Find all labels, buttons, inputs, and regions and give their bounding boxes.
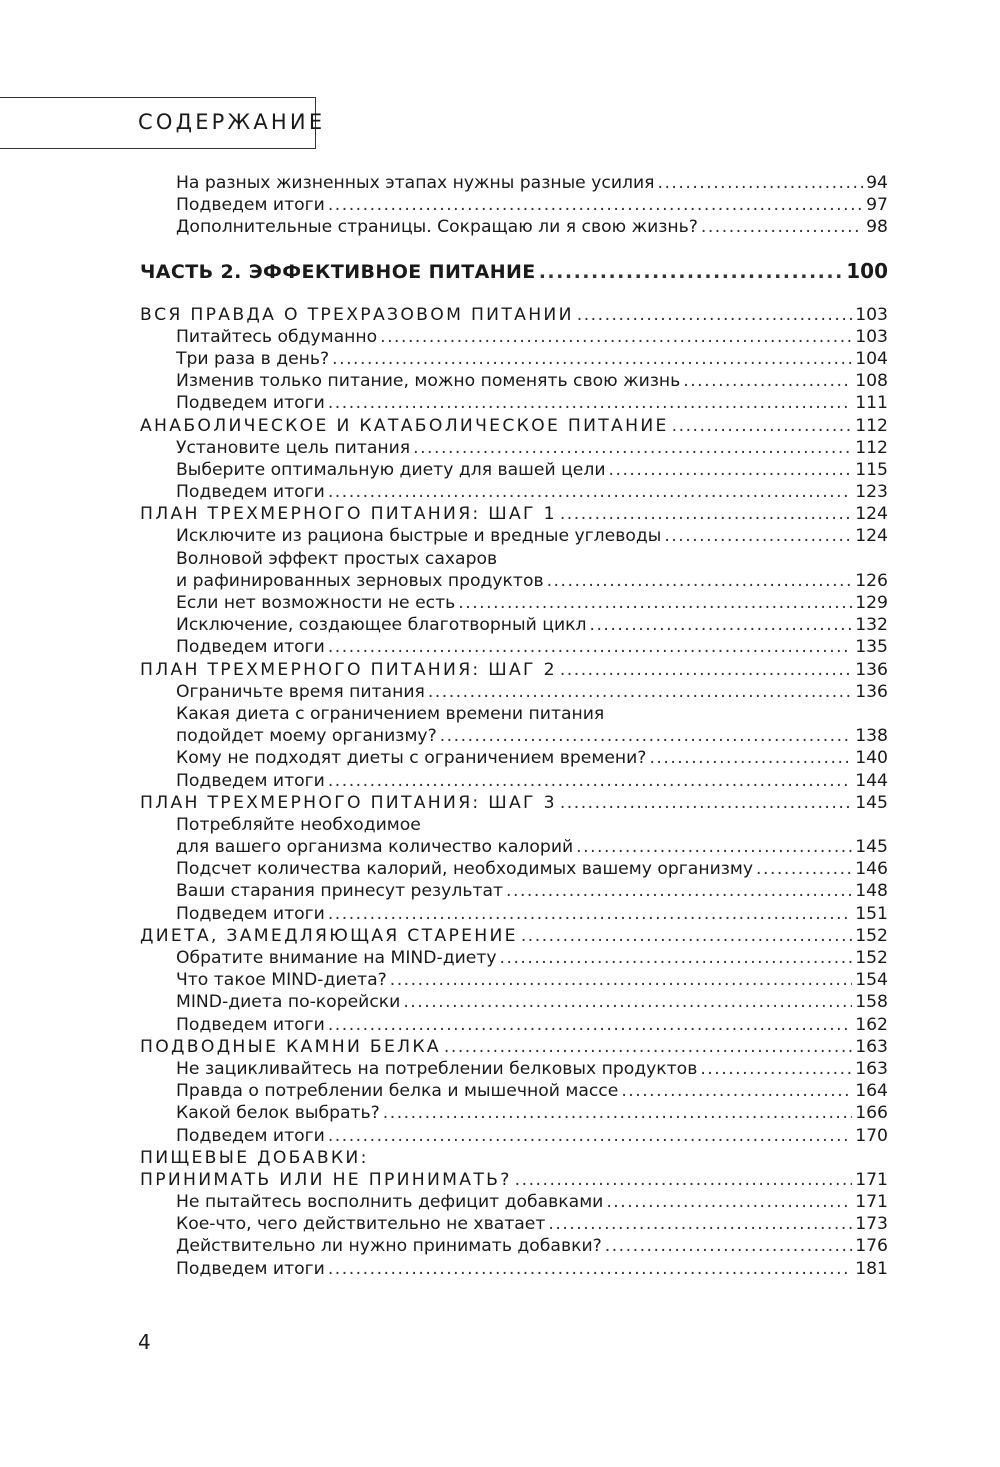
toc-entry-title: Какая диета с ограничением времени питания	[176, 703, 605, 724]
toc-entry-title: Подведем итоги	[176, 195, 325, 216]
toc-page-number: 148	[855, 881, 888, 902]
toc-section[interactable]	[140, 592, 888, 614]
dot-leader	[440, 725, 852, 747]
toc-entry-title: Подведем итоги	[176, 770, 325, 791]
toc-entry-title: ПРИНИМАТЬ ИЛИ НЕ ПРИНИМАТЬ?	[140, 1169, 512, 1190]
toc-page-number: 145	[855, 837, 888, 858]
dot-leader	[609, 459, 853, 481]
toc-chapter[interactable]	[140, 503, 888, 525]
toc-page-number: 162	[855, 1014, 888, 1035]
toc-section[interactable]	[140, 525, 888, 547]
toc-section[interactable]	[140, 1213, 888, 1235]
toc-page-number: 138	[855, 726, 888, 747]
toc-part-heading[interactable]	[140, 259, 888, 284]
toc-section[interactable]	[140, 459, 888, 481]
dot-leader	[521, 925, 852, 947]
toc-section[interactable]	[140, 747, 888, 769]
toc-section[interactable]	[140, 1258, 888, 1280]
toc-section[interactable]	[140, 216, 888, 238]
toc-page-number: 136	[855, 659, 888, 680]
toc-section[interactable]	[140, 1235, 888, 1257]
dot-leader	[403, 991, 852, 1013]
dot-leader	[500, 947, 853, 969]
toc-entry-title: ПЛАН ТРЕХМЕРНОГО ПИТАНИЯ: ШАГ 2	[140, 659, 557, 680]
toc-entry-title: ПЛАН ТРЕХМЕРНОГО ПИТАНИЯ: ШАГ 3	[140, 792, 557, 813]
toc-entry-title: Действительно ли нужно принимать добавки?	[176, 1236, 602, 1257]
toc-section[interactable]	[140, 903, 888, 925]
dot-leader	[328, 481, 852, 503]
dot-leader	[390, 969, 852, 991]
dot-leader	[756, 858, 852, 880]
toc-entry-title: Какой белок выбрать?	[176, 1103, 380, 1124]
toc-page-number: 97	[866, 195, 888, 216]
toc-entry-title: Исключение, создающее благотворный цикл	[176, 615, 587, 636]
toc-page-number: 126	[855, 570, 888, 591]
table-of-contents	[140, 172, 888, 1280]
toc-entry-title: Подведем итоги	[176, 903, 325, 924]
toc-page-number: 98	[866, 217, 888, 238]
toc-section[interactable]	[140, 681, 888, 703]
toc-page-number: 171	[855, 1192, 888, 1213]
dot-leader	[539, 260, 844, 284]
dot-leader	[515, 1169, 853, 1191]
toc-page-number: 112	[855, 415, 888, 436]
toc-page-number: 163	[855, 1036, 888, 1057]
dot-leader	[560, 792, 852, 814]
dot-leader	[328, 1258, 852, 1280]
toc-page-number: 145	[855, 792, 888, 813]
toc-entry-title: ПОДВОДНЫЕ КАМНИ БЕЛКА	[140, 1036, 441, 1057]
toc-chapter[interactable]	[140, 792, 888, 814]
toc-entry-title: ПЛАН ТРЕХМЕРНОГО ПИТАНИЯ: ШАГ 1	[140, 504, 557, 525]
dot-leader	[328, 1125, 852, 1147]
toc-section[interactable]	[140, 814, 888, 836]
toc-entry-title: Подведем итоги	[176, 1125, 325, 1146]
dot-leader	[658, 172, 864, 194]
toc-page-number: 146	[855, 859, 888, 880]
toc-entry-title: Подведем итоги	[176, 482, 325, 503]
toc-chapter[interactable]	[140, 1169, 888, 1191]
toc-section[interactable]	[140, 991, 888, 1013]
toc-page-number: 176	[855, 1236, 888, 1257]
toc-entry-title: На разных жизненных этапах нужны разные усилия	[176, 173, 655, 193]
toc-entry-title: MIND-диета по-корейски	[176, 992, 401, 1013]
dot-leader	[328, 1014, 852, 1036]
toc-entry-title: Если нет возможности не есть	[176, 593, 456, 613]
toc-entry-title: Ваши старания принесут результат	[176, 881, 504, 902]
toc-section[interactable]	[140, 172, 888, 194]
toc-chapter[interactable]	[140, 304, 888, 326]
dot-leader	[328, 770, 852, 792]
toc-page-number: 123	[855, 482, 888, 503]
toc-chapter[interactable]	[140, 925, 888, 947]
toc-entry-title: Волновой эффект простых сахаров	[176, 548, 498, 569]
dot-leader	[328, 392, 852, 414]
dot-leader	[683, 370, 852, 392]
toc-page-number: 158	[855, 992, 888, 1013]
toc-page-number: 135	[855, 637, 888, 658]
toc-section[interactable]	[140, 614, 888, 636]
dot-leader	[458, 592, 852, 614]
dot-leader	[700, 1058, 852, 1080]
toc-section[interactable]	[140, 1125, 888, 1147]
toc-entry-title: подойдет моему организму?	[176, 726, 437, 747]
toc-section[interactable]	[140, 947, 888, 969]
toc-chapter[interactable]	[140, 1147, 888, 1169]
toc-entry-title: Подсчет количества калорий, необходимых вашему организму	[176, 859, 754, 880]
toc-page-number: 124	[855, 526, 888, 547]
dot-leader	[328, 903, 852, 925]
toc-entry-title: Исключите из рациона быстрые и вредные углеводы	[176, 526, 662, 547]
toc-section[interactable]	[140, 703, 888, 725]
toc-page-number: 104	[855, 348, 888, 369]
toc-section[interactable]	[140, 548, 888, 570]
toc-entry-title: ПИЩЕВЫЕ ДОБАВКИ:	[140, 1147, 369, 1168]
toc-page-number: 181	[855, 1258, 888, 1279]
toc-page-number: 124	[855, 504, 888, 525]
toc-page-number: 163	[855, 1058, 888, 1079]
dot-leader	[560, 503, 852, 525]
toc-page-number: 112	[855, 437, 888, 458]
toc-page-number: 171	[855, 1169, 888, 1190]
toc-entry-title: Подведем итоги	[176, 393, 325, 414]
toc-entry-title: для вашего организма количество калорий	[176, 837, 574, 858]
dot-leader	[383, 1102, 852, 1124]
toc-page-number: 132	[855, 615, 888, 636]
dot-leader	[576, 836, 852, 858]
toc-page-number: 103	[855, 304, 888, 325]
toc-page-number: 164	[855, 1081, 888, 1102]
toc-section[interactable]	[140, 1102, 888, 1124]
toc-page-number: 115	[855, 459, 888, 480]
toc-entry-title: Ограничьте время питания	[176, 681, 425, 702]
toc-section[interactable]	[140, 348, 888, 370]
toc-chapter[interactable]	[140, 659, 888, 681]
toc-entry-title: Три раза в день?	[176, 348, 330, 369]
toc-chapter[interactable]	[140, 415, 888, 437]
toc-entry-title: Подведем итоги	[176, 637, 325, 658]
toc-page-number: 108	[855, 371, 888, 392]
toc-section[interactable]	[140, 880, 888, 902]
toc-entry-title: Обратите внимание на MIND-диету	[176, 948, 497, 968]
dot-leader	[428, 681, 852, 703]
toc-section[interactable]	[140, 636, 888, 658]
toc-entry-title: Кому не подходят диеты с ограничением времени?	[176, 748, 647, 769]
toc-section[interactable]	[140, 370, 888, 392]
toc-entry-title: Не зацикливайтесь на потреблении белковых продуктов	[176, 1058, 698, 1079]
dot-leader	[547, 570, 853, 592]
toc-section[interactable]	[140, 392, 888, 414]
toc-section[interactable]	[140, 1080, 888, 1102]
toc-section[interactable]	[140, 570, 888, 592]
dot-leader	[621, 1080, 852, 1102]
page-title: СОДЕРЖАНИЕ	[138, 110, 326, 134]
dot-leader	[444, 1036, 852, 1058]
toc-chapter[interactable]	[140, 1036, 888, 1058]
toc-entry-title: Что такое MIND-диета?	[176, 970, 387, 991]
toc-entry-title: и рафинированных зерновых продуктов	[176, 570, 544, 591]
toc-section[interactable]	[140, 326, 888, 348]
toc-page-number: 100	[846, 258, 888, 283]
toc-section[interactable]	[140, 1058, 888, 1080]
toc-section[interactable]	[140, 836, 888, 858]
toc-page-number: 140	[855, 748, 888, 769]
toc-entry-title: Не пытайтесь восполнить дефицит добавками	[176, 1192, 604, 1213]
toc-section[interactable]	[140, 858, 888, 880]
toc-entry-title: ЧАСТЬ 2. ЭФФЕКТИВНОЕ ПИТАНИЕ	[140, 260, 536, 283]
dot-leader	[664, 525, 852, 547]
toc-entry-title: Установите цель питания	[176, 437, 411, 458]
toc-page-number: 173	[855, 1214, 888, 1235]
toc-page-number: 152	[855, 948, 888, 968]
toc-section[interactable]	[140, 969, 888, 991]
dot-leader	[605, 1235, 852, 1257]
toc-page-number: 129	[855, 593, 888, 613]
toc-entry-title: Изменив только питание, можно поменять свою жизнь	[176, 371, 681, 392]
toc-entry-title: ВСЯ ПРАВДА О ТРЕХРАЗОВОМ ПИТАНИИ	[140, 304, 574, 325]
dot-leader	[332, 348, 852, 370]
toc-page-number: 151	[855, 903, 888, 924]
toc-section[interactable]	[140, 481, 888, 503]
toc-section[interactable]	[140, 1014, 888, 1036]
dot-leader	[328, 194, 863, 216]
toc-page-number: 170	[855, 1125, 888, 1146]
toc-entry-title: Дополнительные страницы. Сокращаю ли я свою жизнь?	[176, 217, 698, 238]
toc-entry-title: Правда о потреблении белка и мышечной массе	[176, 1081, 619, 1102]
page-number: 4	[138, 1330, 151, 1354]
dot-leader	[560, 659, 852, 681]
toc-entry-title: Кое-что, чего действительно не хватает	[176, 1214, 546, 1235]
dot-leader	[649, 747, 852, 769]
toc-page-number: 144	[855, 770, 888, 791]
toc-entry-title: Выберите оптимальную диету для вашей цели	[176, 459, 606, 480]
toc-entry-title: АНАБОЛИЧЕСКОЕ И КАТАБОЛИЧЕСКОЕ ПИТАНИЕ	[140, 415, 669, 436]
dot-leader	[548, 1213, 852, 1235]
dot-leader	[606, 1191, 852, 1213]
toc-page-number: 136	[855, 681, 888, 702]
toc-entry-title: Подведем итоги	[176, 1014, 325, 1035]
dot-leader	[413, 437, 852, 459]
toc-section[interactable]	[140, 194, 888, 216]
toc-section[interactable]	[140, 437, 888, 459]
toc-page-number: 94	[866, 173, 888, 193]
toc-entry-title: Питайтесь обдуманно	[176, 326, 378, 347]
toc-page-number: 154	[855, 970, 888, 991]
toc-entry-title: ДИЕТА, ЗАМЕДЛЯЮЩАЯ СТАРЕНИЕ	[140, 925, 518, 946]
toc-page-number: 166	[855, 1103, 888, 1124]
toc-page-number: 111	[855, 393, 888, 414]
dot-leader	[577, 304, 852, 326]
toc-section[interactable]	[140, 770, 888, 792]
dot-leader	[672, 415, 853, 437]
toc-section[interactable]	[140, 725, 888, 747]
toc-page-number: 152	[855, 925, 888, 946]
toc-entry-title: Потребляйте необходимое	[176, 814, 421, 835]
dot-leader	[506, 880, 852, 902]
dot-leader	[380, 326, 852, 348]
dot-leader	[328, 636, 852, 658]
toc-page-number: 103	[855, 326, 888, 347]
dot-leader	[701, 216, 863, 238]
toc-section[interactable]	[140, 1191, 888, 1213]
dot-leader	[589, 614, 852, 636]
toc-entry-title: Подведем итоги	[176, 1258, 325, 1279]
